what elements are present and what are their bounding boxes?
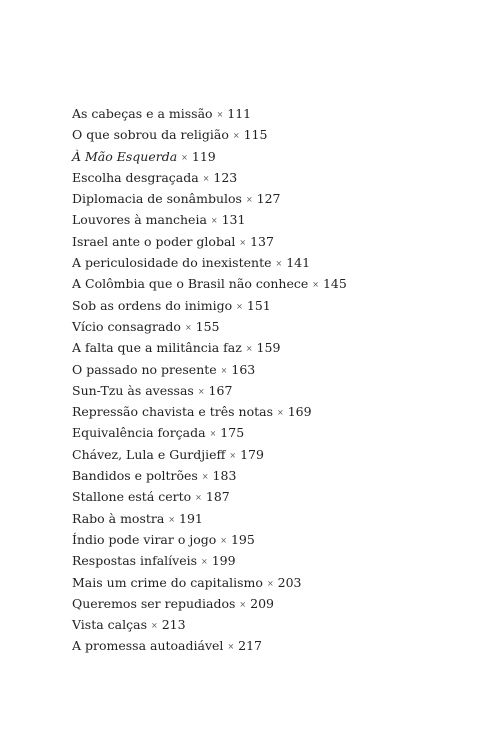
page-number: 123 <box>213 169 238 185</box>
entry-title: Israel ante o poder global <box>72 233 236 249</box>
separator-icon: × <box>266 578 274 588</box>
toc-entry <box>72 465 347 486</box>
page-number: 167 <box>208 382 233 398</box>
entry-title: Equivalência forçada <box>72 425 206 441</box>
separator-icon: × <box>201 557 208 567</box>
entry-title: Mais um crime do capitalismo <box>72 574 263 590</box>
separator-icon: × <box>245 344 253 354</box>
toc-entry <box>72 422 347 443</box>
entry-title: Índio pode virar o jogo <box>72 531 217 547</box>
toc-entry <box>72 359 347 380</box>
separator-icon: × <box>216 110 224 119</box>
entry-title: Bandidos e poltrões <box>72 468 198 484</box>
page-number: 163 <box>231 361 256 377</box>
page-number: 179 <box>240 446 264 462</box>
toc-entry <box>72 508 347 529</box>
entry-title: Repressão chavista e três notas <box>72 404 274 420</box>
entry-title: A Colômbia que o Brasil não conhece <box>72 276 309 292</box>
page-number: 137 <box>250 233 274 249</box>
page-number: 119 <box>191 148 216 164</box>
page-number: 203 <box>277 574 302 590</box>
entry-title: Stallone está certo <box>72 489 192 505</box>
separator-icon: × <box>236 301 243 311</box>
entry-title: Sun-Tzu às avessas <box>72 382 194 398</box>
toc-entry <box>72 337 347 358</box>
entry-title: Diplomacia de sonâmbulos <box>72 191 242 207</box>
toc-entry <box>72 550 347 571</box>
table-of-contents <box>72 103 347 657</box>
page-number: 217 <box>238 638 262 654</box>
entry-title: Escolha desgraçada <box>72 169 199 185</box>
toc-entry <box>72 146 347 167</box>
entry-title: Louvores à mancheia <box>72 212 207 228</box>
separator-icon: × <box>184 322 192 332</box>
separator-icon: × <box>168 514 176 524</box>
page-number: 213 <box>161 617 186 633</box>
toc-entry <box>72 316 347 337</box>
separator-icon: × <box>312 280 319 290</box>
toc-entry <box>72 124 347 145</box>
toc-entry <box>72 444 347 465</box>
toc-entry <box>72 593 347 614</box>
page-number: 127 <box>256 191 281 207</box>
toc-entry <box>72 103 347 124</box>
toc-entry <box>72 252 347 273</box>
separator-icon: × <box>245 195 253 205</box>
separator-icon: × <box>229 450 237 460</box>
toc-entry <box>72 614 347 635</box>
entry-title: O passado no presente <box>72 361 217 377</box>
separator-icon: × <box>227 642 235 652</box>
entry-title: O que sobrou da religião <box>72 127 229 143</box>
entry-title: A promessa autoadiável <box>72 638 224 654</box>
entry-title: Rabo à mostra <box>72 510 165 526</box>
separator-icon: × <box>209 429 217 439</box>
page-number: 187 <box>205 489 230 505</box>
toc-entry <box>72 273 347 294</box>
separator-icon: × <box>197 386 205 396</box>
page-number: 141 <box>286 255 311 271</box>
entry-title: Respostas infalíveis <box>72 553 198 569</box>
page-number: 209 <box>250 595 274 611</box>
toc-entry <box>72 380 347 401</box>
entry-title: À Mão Esquerda <box>72 148 178 164</box>
separator-icon: × <box>277 408 284 418</box>
entry-title: Queremos ser repudiados <box>72 595 236 611</box>
separator-icon: × <box>220 365 228 375</box>
separator-icon: × <box>220 535 227 545</box>
page-number: 175 <box>220 425 245 441</box>
page-number: 195 <box>230 531 255 547</box>
page-number: 199 <box>211 553 236 569</box>
entry-title: A periculosidade do inexistente <box>72 255 272 271</box>
separator-icon: × <box>232 131 240 141</box>
toc-entry <box>72 486 347 507</box>
entry-title: Sob as ordens do inimigo <box>72 297 233 313</box>
separator-icon: × <box>210 216 218 226</box>
separator-icon: × <box>201 472 209 482</box>
separator-icon: × <box>151 621 158 631</box>
toc-entry <box>72 572 347 593</box>
page-number: 191 <box>179 510 203 526</box>
separator-icon: × <box>181 152 188 162</box>
entry-title: A falta que a militância faz <box>72 340 242 356</box>
separator-icon: × <box>202 173 210 183</box>
separator-icon: × <box>275 259 283 269</box>
entry-title: Chávez, Lula e Gurdjieff <box>72 446 226 462</box>
page-number: 151 <box>246 297 271 313</box>
entry-title: Vício consagrado <box>72 318 181 334</box>
page-number: 169 <box>287 404 312 420</box>
page-number: 111 <box>227 106 252 121</box>
toc-entry <box>72 401 347 422</box>
toc-entry <box>72 529 347 550</box>
page-number: 131 <box>221 212 246 228</box>
entry-title: Vista calças <box>72 617 147 633</box>
toc-entry <box>72 188 347 209</box>
toc-entry <box>72 295 347 316</box>
toc-entry <box>72 209 347 230</box>
page-number: 159 <box>256 340 281 356</box>
toc-entry <box>72 167 347 188</box>
page-number: 183 <box>212 468 237 484</box>
page-number: 145 <box>322 276 347 292</box>
toc-entry <box>72 231 347 252</box>
page-number: 115 <box>243 127 268 143</box>
toc-entry <box>72 635 347 656</box>
separator-icon: × <box>195 493 202 503</box>
separator-icon: × <box>239 237 247 247</box>
entry-title: As cabeças e a missão <box>72 106 213 121</box>
page-number: 155 <box>195 318 220 334</box>
separator-icon: × <box>239 599 247 609</box>
